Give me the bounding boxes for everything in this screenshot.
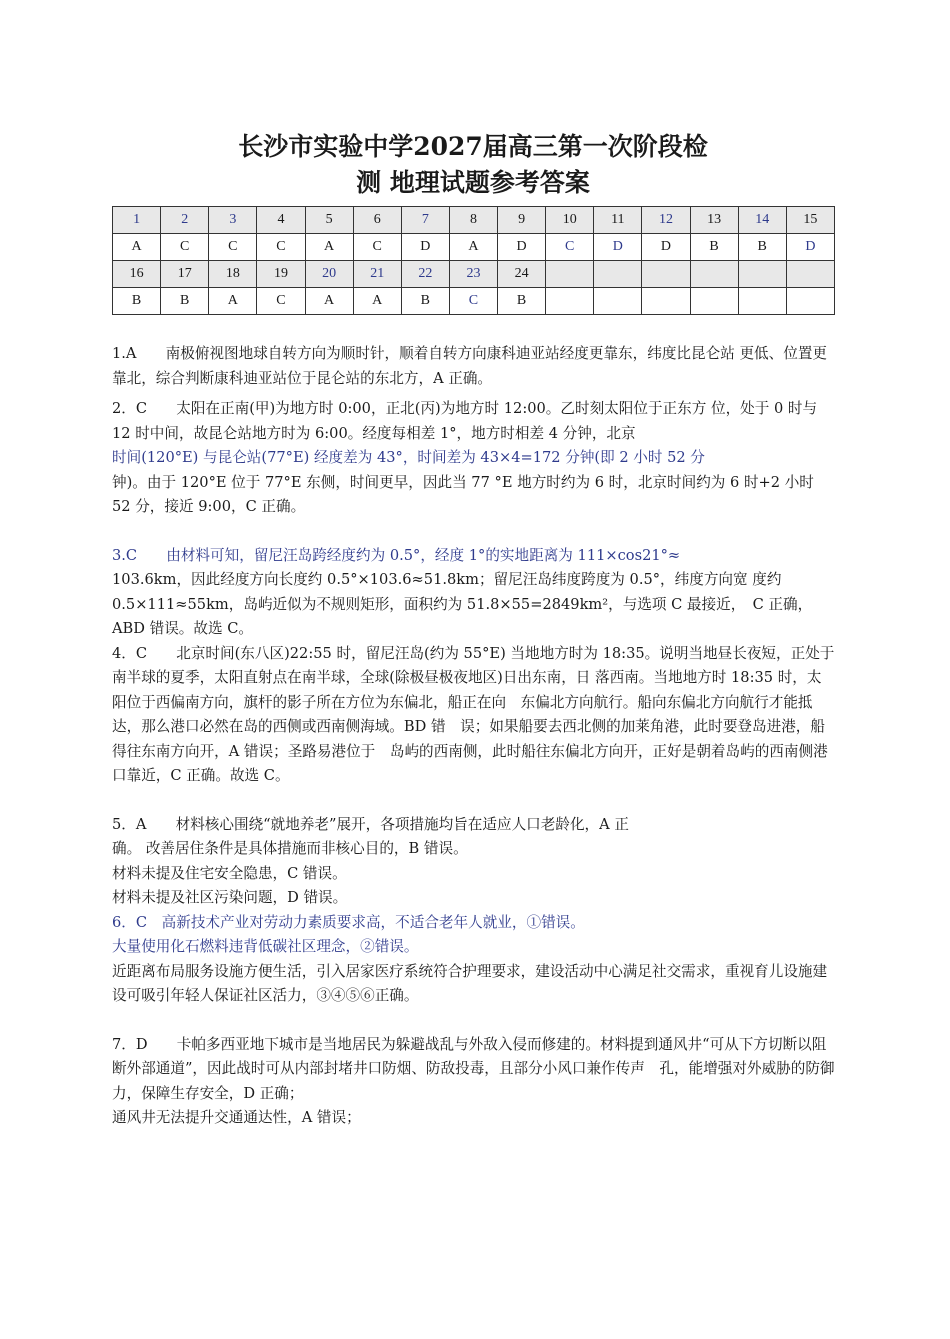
question-number-cell: 12 bbox=[642, 207, 690, 234]
answer-table bbox=[112, 206, 835, 315]
question-number-cell: 24 bbox=[498, 261, 546, 288]
explanation-q2-part2: 时间(120°E) 与昆仑站(77°E) 经度差为 43°，时间差为 43×4=172 分钟(即 2 小时 52 分 bbox=[112, 449, 705, 466]
explanation-q5-part4: 材料未提及社区污染问题，D 错误。 bbox=[112, 889, 348, 906]
explanation-q3-part2: 103.6km，因此经度方向长度约 0.5°×103.6≈51.8km；留尼汪岛纬度跨度为 0.5°，纬度方向宽 度约 0.5×111≈55km，岛屿近似为不规则矩形，面积约为 51.8×55=2849km²，与选项 C 最接近， C 正确，ABD 错误。故选 C。 bbox=[112, 571, 813, 637]
question-number-cell: 22 bbox=[401, 261, 449, 288]
answer-cell: A bbox=[209, 288, 257, 315]
answer-cell: D bbox=[786, 234, 834, 261]
answer-cell: D bbox=[498, 234, 546, 261]
question-number-cell bbox=[786, 261, 834, 288]
answer-cell bbox=[546, 288, 594, 315]
question-number-cell: 16 bbox=[113, 261, 161, 288]
answer-cell: C bbox=[449, 288, 497, 315]
answer-cell: C bbox=[209, 234, 257, 261]
question-number-cell: 19 bbox=[257, 261, 305, 288]
question-number-cell: 3 bbox=[209, 207, 257, 234]
answer-cell: B bbox=[498, 288, 546, 315]
answer-cell: C bbox=[257, 234, 305, 261]
answer-cell: B bbox=[401, 288, 449, 315]
question-number-cell bbox=[546, 261, 594, 288]
question-number-cell: 15 bbox=[786, 207, 834, 234]
answer-cell bbox=[594, 288, 642, 315]
question-number-cell: 10 bbox=[546, 207, 594, 234]
question-number-cell: 23 bbox=[449, 261, 497, 288]
explanation-q6-part2: 大量使用化石燃料违背低碳社区理念，②错误。 bbox=[112, 938, 419, 955]
answer-cell: B bbox=[690, 234, 738, 261]
question-number-cell bbox=[738, 261, 786, 288]
answer-cell bbox=[690, 288, 738, 315]
explanation-q5-part2: 确。 改善居住条件是具体措施而非核心目的，B 错误。 bbox=[112, 840, 468, 857]
question-number-cell: 20 bbox=[305, 261, 353, 288]
explanation-q4: 4．C 北京时间(东八区)22:55 时，留尼汪岛(约为 55°E) 当地地方时为 18:35。说明当地昼长夜短，正处于南半球的夏季，太阳直射点在南半球，全球(除极昼极夜地区)日出东南，日 落西南。当地地方时 18:35 时，太阳位于西偏南方向，旗杆的影子所在方位为东偏北，船正在向 东偏北方向航行。船向东偏北方向航行才能抵达，那么港口必然在岛的西侧或西南侧海域。BD 错 误；如果船要去西北侧的加莱角港，此时要登岛进港，船得往东南方向开，A 错误；圣路易港位于 岛屿的西南侧，此时船往东偏北方向开，正好是朝着岛屿的西南侧港口靠近，C 正确。故选 C。 bbox=[112, 644, 835, 784]
question-number-cell bbox=[642, 261, 690, 288]
answer-cell: A bbox=[305, 288, 353, 315]
explanation-q6-part3: 近距离布局服务设施方便生活，引入居家医疗系统符合护理要求，建设活动中心满足社交需求，重视育儿设施建设可吸引年轻人保证社区活力，③④⑤⑥正确。 bbox=[112, 962, 828, 1004]
explanation-q3-part1: 3.C 由材料可知，留尼汪岛跨经度约为 0.5°，经度 1°的实地距离为 111×cos21°≈ bbox=[112, 546, 681, 564]
question-number-cell bbox=[594, 261, 642, 288]
question-number-cell: 18 bbox=[209, 261, 257, 288]
question-number-cell bbox=[690, 261, 738, 288]
answer-table-row bbox=[113, 288, 835, 315]
question-number-cell: 14 bbox=[738, 207, 786, 234]
answer-cell: A bbox=[449, 234, 497, 261]
explanation-q1: 1.A 南极俯视图地球自转方向为顺时针，顺着自转方向康科迪亚站经度更靠东，纬度比昆仑站 更低、位置更靠北，综合判断康科迪亚站位于昆仑站的东北方，A 正确。 bbox=[112, 345, 828, 387]
answer-cell: C bbox=[546, 234, 594, 261]
answer-cell: D bbox=[642, 234, 690, 261]
answer-cell: B bbox=[738, 234, 786, 261]
answer-table-row bbox=[113, 234, 835, 261]
answer-cell: B bbox=[161, 288, 209, 315]
question-number-cell: 13 bbox=[690, 207, 738, 234]
explanation-q2-part1: 2．C 太阳在正南(甲)为地方时 0:00，正北(丙)为地方时 12:00。乙时刻太阳位于正东方 位，处于 0 时与 12 时中间，故昆仑站地方时为 6:00。经度每相差 1°，地方时相差 4 分钟，北京 bbox=[112, 400, 818, 442]
question-number-cell: 1 bbox=[113, 207, 161, 234]
question-number-cell: 17 bbox=[161, 261, 209, 288]
answer-cell bbox=[642, 288, 690, 315]
question-number-cell: 6 bbox=[353, 207, 401, 234]
question-number-cell: 5 bbox=[305, 207, 353, 234]
answer-explanations bbox=[112, 342, 836, 1131]
answer-cell bbox=[786, 288, 834, 315]
answer-table-row bbox=[113, 207, 835, 234]
explanation-q6-part1: 6．C 高新技术产业对劳动力素质要求高，不适合老年人就业，①错误。 bbox=[112, 913, 585, 931]
explanation-q2-part3: 钟)。由于 120°E 位于 77°E 东侧，时间更早，因此当 77 °E 地方时约为 6 时，北京时间约为 6 时+2 小时 52 分，接近 9:00，C 正确。 bbox=[112, 473, 814, 515]
answer-table-row bbox=[113, 261, 835, 288]
explanation-q7-part1: 7．D 卡帕多西亚地下城市是当地居民为躲避战乱与外敌入侵而修建的。材料提到通风井“可从下方切断以阻断外部通道”，因此战时可从内部封堵井口防烟、防敌投毒，且部分小风口兼作传声 孔，能增强对外威胁的防御力，保障生存安全，D 正确； bbox=[112, 1035, 835, 1102]
answer-cell: A bbox=[113, 234, 161, 261]
question-number-cell: 2 bbox=[161, 207, 209, 234]
document-title-line-1: 长沙市实验中学2027届高三第一次阶段检 bbox=[238, 132, 708, 161]
document-title-line-2: 测 地理试题参考答案 bbox=[356, 168, 590, 197]
answer-cell: A bbox=[305, 234, 353, 261]
answer-cell: C bbox=[353, 234, 401, 261]
answer-cell: D bbox=[594, 234, 642, 261]
answer-cell: A bbox=[353, 288, 401, 315]
explanation-q5-part1: 5．A 材料核心围绕“就地养老”展开，各项措施均旨在适应人口老龄化，A 正 bbox=[112, 815, 629, 833]
question-number-cell: 4 bbox=[257, 207, 305, 234]
question-number-cell: 8 bbox=[449, 207, 497, 234]
answer-cell: C bbox=[257, 288, 305, 315]
answer-cell bbox=[738, 288, 786, 315]
explanation-q5-part3: 材料未提及住宅安全隐患，C 错误。 bbox=[112, 864, 347, 882]
question-number-cell: 9 bbox=[498, 207, 546, 234]
answer-cell: B bbox=[113, 288, 161, 315]
question-number-cell: 11 bbox=[594, 207, 642, 234]
question-number-cell: 7 bbox=[401, 207, 449, 234]
answer-cell: C bbox=[161, 234, 209, 261]
question-number-cell: 21 bbox=[353, 261, 401, 288]
answer-cell: D bbox=[401, 234, 449, 261]
explanation-q7-part2: 通风井无法提升交通通达性，A 错误； bbox=[112, 1109, 361, 1126]
